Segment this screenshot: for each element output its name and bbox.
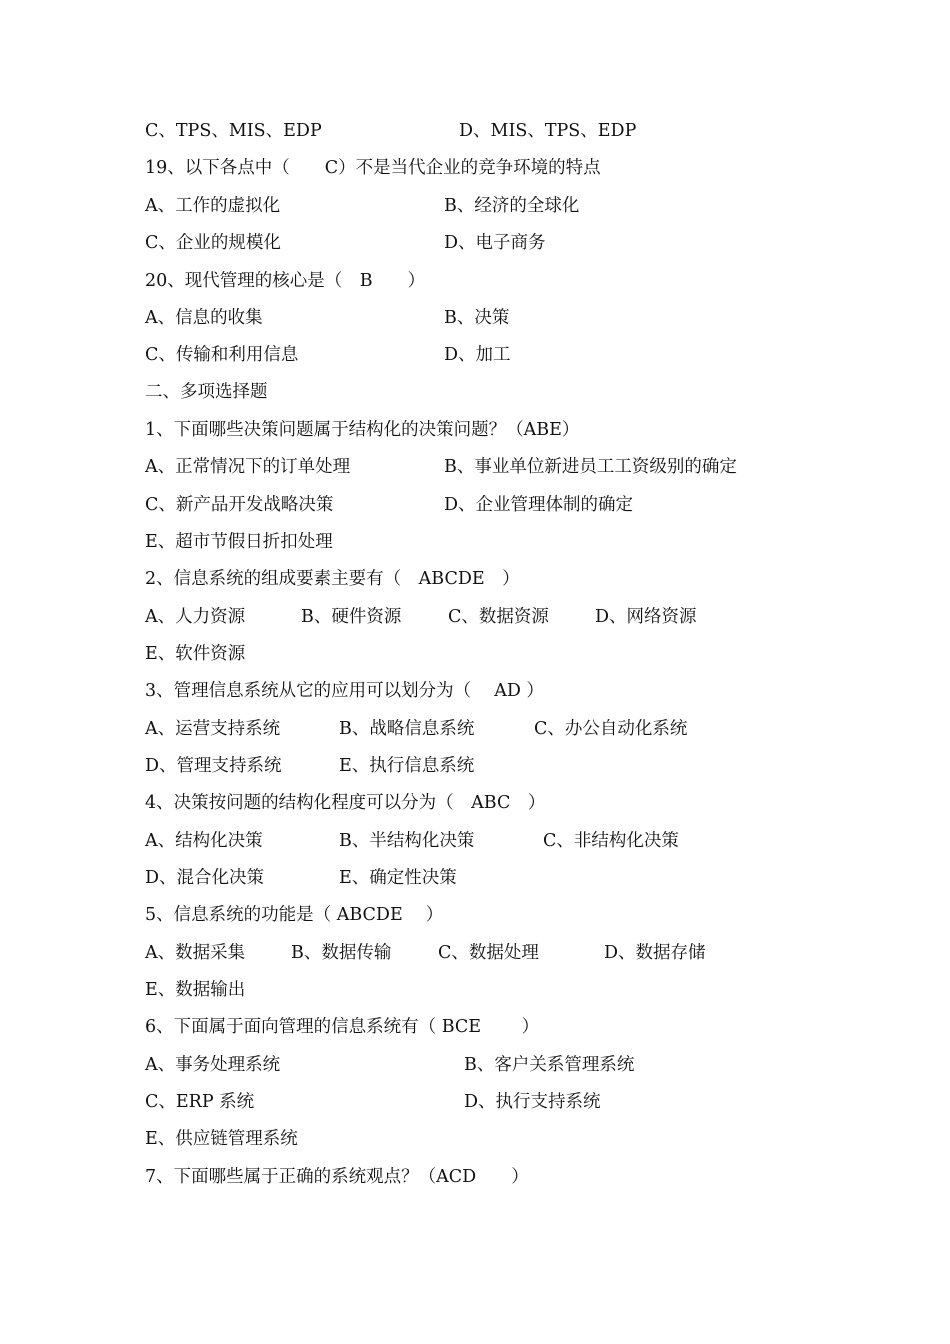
option-b: B、数据传输: [291, 943, 392, 963]
option-b: B、硬件资源: [301, 607, 402, 627]
option-a: A、运营支持系统: [145, 719, 281, 739]
option-c: C、办公自动化系统: [534, 719, 688, 739]
option-d: D、数据存储: [604, 943, 706, 963]
option-d: D、网络资源: [595, 607, 697, 627]
option-d: D、执行支持系统: [464, 1092, 601, 1112]
option-d: D、管理支持系统: [145, 756, 282, 776]
option-c: C、数据资源: [448, 607, 549, 627]
option-a: A、结构化决策: [145, 831, 263, 851]
question-text: 3、管理信息系统从它的应用可以划分为（ AD ）: [145, 681, 544, 701]
option-e: E、软件资源: [145, 644, 246, 664]
question-text: 2、信息系统的组成要素主要有（ ABCDE ）: [145, 569, 520, 589]
option-d: D、企业管理体制的确定: [444, 495, 634, 515]
option-b: B、事业单位新进员工工资级别的确定: [444, 457, 737, 477]
option-b: B、半结构化决策: [339, 831, 475, 851]
option-b: B、客户关系管理系统: [464, 1055, 635, 1075]
option-e: E、确定性决策: [339, 868, 457, 888]
section-title: 二、多项选择题: [145, 382, 268, 402]
option-e: E、超市节假日折扣处理: [145, 532, 333, 552]
option-b: B、决策: [444, 308, 510, 328]
option-c: C、非结构化决策: [543, 831, 679, 851]
option-e: E、执行信息系统: [339, 756, 475, 776]
question-text: 7、下面哪些属于正确的系统观点？（ACD ）: [145, 1167, 529, 1187]
option-a: A、数据采集: [145, 943, 246, 963]
option-c: C、企业的规模化: [145, 233, 281, 253]
option-a: A、事务处理系统: [145, 1055, 281, 1075]
option-a: A、信息的收集: [145, 308, 263, 328]
option-c: C、新产品开发战略决策: [145, 495, 334, 515]
question-text: 20、现代管理的核心是（ B ）: [145, 271, 426, 291]
option-d: D、加工: [444, 345, 511, 365]
option-d: D、MIS、TPS、EDP: [459, 121, 637, 141]
option-e: E、数据输出: [145, 980, 246, 1000]
option-a: A、人力资源: [145, 607, 246, 627]
option-a: A、工作的虚拟化: [145, 196, 281, 216]
question-text: 4、决策按问题的结构化程度可以分为（ ABC ）: [145, 793, 546, 813]
option-d: D、电子商务: [444, 233, 546, 253]
option-c: C、数据处理: [438, 943, 539, 963]
question-text: 19、以下各点中（ C）不是当代企业的竞争环境的特点: [145, 158, 601, 178]
option-c: C、ERP 系统: [145, 1092, 255, 1112]
option-a: A、正常情况下的订单处理: [145, 457, 351, 477]
option-b: B、经济的全球化: [444, 196, 580, 216]
option-e: E、供应链管理系统: [145, 1129, 298, 1149]
question-text: 5、信息系统的功能是（ ABCDE ）: [145, 905, 444, 925]
question-text: 1、下面哪些决策问题属于结构化的决策问题？（ABE）: [145, 420, 580, 440]
option-c: C、传输和利用信息: [145, 345, 299, 365]
option-c: C、TPS、MIS、EDP: [145, 121, 322, 141]
option-d: D、混合化决策: [145, 868, 265, 888]
question-text: 6、下面属于面向管理的信息系统有（ BCE ）: [145, 1017, 540, 1037]
option-b: B、战略信息系统: [339, 719, 475, 739]
